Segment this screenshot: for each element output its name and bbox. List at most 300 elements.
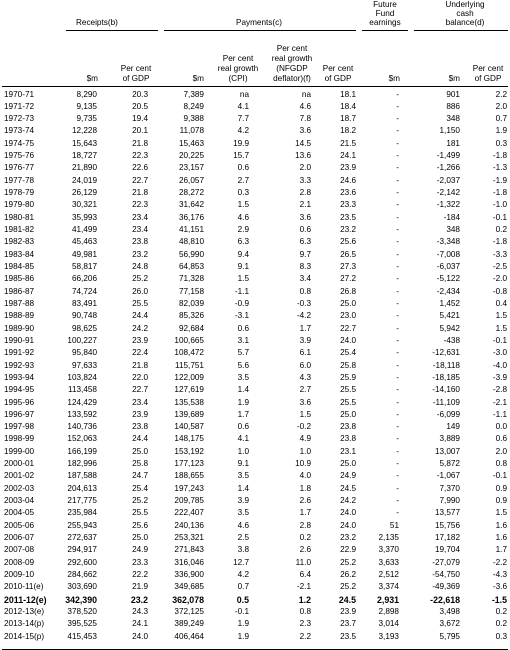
- cell-year: 1984-85: [4, 261, 35, 271]
- cell-balance-pct: -0.8: [492, 286, 507, 296]
- cell-receipts-pct: 25.0: [132, 533, 148, 543]
- cell-receipts-pct: 23.4: [132, 225, 148, 235]
- cell-payments-pct: 18.4: [340, 101, 356, 111]
- future-fund-header-1: Future: [373, 0, 397, 9]
- cell-payments-sm: 7,389: [183, 89, 204, 99]
- cell-future-fund-sm: -: [396, 101, 399, 111]
- cell-future-fund-sm: -: [396, 409, 399, 419]
- cell-balance-pct: -1.1: [492, 409, 507, 419]
- cell-payments-sm: 56,990: [178, 249, 204, 259]
- col-nfgdp-1: Per cent: [276, 44, 308, 53]
- cell-year: 2001-02: [4, 471, 35, 481]
- cell-receipts-pct: 24.4: [132, 434, 148, 444]
- cell-future-fund-sm: 3,193: [378, 631, 399, 641]
- cell-future-fund-sm: -: [396, 372, 399, 382]
- cell-balance-sm: 3,672: [439, 619, 460, 629]
- cell-payments-sm: 240,136: [174, 520, 204, 530]
- cell-real-growth-nfgdp: 4.3: [299, 372, 311, 382]
- cell-year: 1998-99: [4, 434, 35, 444]
- cell-balance-pct: 1.6: [495, 533, 507, 543]
- cell-receipts-sm: 415,453: [67, 631, 97, 641]
- cell-balance-sm: 19,704: [434, 545, 460, 555]
- cell-receipts-sm: 204,613: [67, 483, 97, 493]
- col-nfgdp-3: (NFGDP: [276, 64, 308, 73]
- cell-receipts-pct: 24.9: [132, 545, 148, 555]
- cell-year: 2004-05: [4, 508, 35, 518]
- cell-real-growth-cpi: 3.5: [237, 372, 249, 382]
- cell-receipts-sm: 284,662: [67, 569, 97, 579]
- cell-balance-pct: 2.0: [495, 101, 507, 111]
- cell-receipts-sm: 30,321: [71, 200, 97, 210]
- col-nfgdp-2: real growth: [271, 54, 313, 63]
- cell-payments-sm: 8,249: [183, 101, 204, 111]
- cell-payments-pct: 23.5: [340, 631, 356, 641]
- header-rule: [2, 86, 508, 87]
- cell-balance-pct: -2.0: [492, 274, 507, 284]
- cell-balance-pct: 1.9: [495, 126, 507, 136]
- cell-receipts-sm: 58,817: [71, 261, 97, 271]
- cell-future-fund-sm: -: [396, 274, 399, 284]
- cell-receipts-pct: 25.0: [132, 446, 148, 456]
- cell-payments-pct: 27.2: [340, 274, 356, 284]
- cell-receipts-sm: 378,520: [67, 606, 97, 616]
- cell-balance-pct: -3.0: [492, 348, 507, 358]
- cell-payments-sm: 115,751: [175, 360, 204, 370]
- payments-header: Payments(c): [236, 18, 282, 27]
- cell-future-fund-sm: -: [396, 446, 399, 456]
- cell-year: 1973-74: [4, 126, 35, 136]
- underlying-header-2: cash: [456, 9, 474, 18]
- cell-future-fund-sm: -: [396, 151, 399, 161]
- cell-future-fund-sm: 2,931: [376, 594, 399, 605]
- cell-year: 1986-87: [4, 286, 35, 296]
- cell-balance-pct: -1.0: [492, 200, 507, 210]
- cell-receipts-sm: 9,735: [76, 114, 97, 124]
- cell-year: 2010-11(e): [4, 582, 44, 592]
- cell-real-growth-cpi: 7.7: [237, 114, 249, 124]
- cell-payments-sm: 197,243: [174, 483, 204, 493]
- cell-real-growth-nfgdp: 9.7: [299, 249, 311, 259]
- cell-receipts-sm: 103,824: [67, 372, 97, 382]
- cell-payments-sm: 77,158: [178, 286, 204, 296]
- cell-real-growth-cpi: 6.3: [237, 237, 249, 247]
- cell-receipts-pct: 22.7: [132, 385, 148, 395]
- cell-real-growth-nfgdp: 6.0: [299, 360, 311, 370]
- cell-real-growth-cpi: 2.9: [237, 225, 249, 235]
- cell-receipts-pct: 23.9: [132, 335, 148, 345]
- cell-year: 1972-73: [4, 114, 35, 124]
- cell-payments-pct: 25.0: [340, 459, 356, 469]
- cell-future-fund-sm: -: [396, 126, 399, 136]
- cell-year: 1974-75: [4, 138, 35, 148]
- cell-real-growth-nfgdp: -0.3: [296, 298, 311, 308]
- cell-balance-pct: 0.2: [495, 606, 507, 616]
- future-fund-header-3: earnings: [369, 18, 401, 27]
- cell-balance-pct: 0.9: [495, 496, 507, 506]
- cell-payments-sm: 222,407: [174, 508, 204, 518]
- cell-future-fund-sm: -: [396, 286, 399, 296]
- cell-receipts-sm: 152,063: [67, 434, 97, 444]
- cell-real-growth-nfgdp: 1.7: [299, 323, 311, 333]
- cell-real-growth-cpi: -1.1: [234, 286, 249, 296]
- cell-balance-sm: -5,122: [436, 274, 460, 284]
- cell-year: 1981-82: [4, 225, 35, 235]
- cell-balance-pct: 0.4: [495, 298, 507, 308]
- cell-receipts-sm: 74,724: [71, 286, 97, 296]
- cell-balance-sm: 7,990: [439, 496, 460, 506]
- cell-balance-sm: 13,007: [434, 446, 460, 456]
- cell-receipts-pct: 21.8: [132, 138, 148, 148]
- cell-future-fund-sm: -: [396, 323, 399, 333]
- cell-payments-pct: 26.8: [340, 286, 356, 296]
- cell-balance-sm: -1,067: [436, 471, 460, 481]
- cell-balance-sm: -1,266: [436, 163, 460, 173]
- cell-balance-pct: 1.5: [495, 311, 507, 321]
- cell-payments-pct: 24.0: [340, 508, 356, 518]
- cell-payments-pct: 25.0: [340, 409, 356, 419]
- cell-receipts-sm: 187,588: [67, 471, 97, 481]
- cell-payments-pct: 25.5: [340, 385, 356, 395]
- cell-real-growth-nfgdp: 1.7: [299, 508, 311, 518]
- cell-future-fund-sm: -: [396, 175, 399, 185]
- cell-future-fund-sm: 2,898: [378, 606, 399, 616]
- cell-real-growth-cpi: 0.3: [237, 188, 249, 198]
- cell-balance-sm: 5,942: [439, 323, 460, 333]
- cell-year: 1992-93: [4, 360, 35, 370]
- cell-real-growth-cpi: 3.1: [237, 335, 249, 345]
- cell-future-fund-sm: -: [396, 434, 399, 444]
- cell-real-growth-nfgdp: 10.9: [295, 459, 311, 469]
- cell-payments-pct: 23.9: [340, 606, 356, 616]
- cell-balance-sm: -6,037: [436, 261, 460, 271]
- cell-receipts-pct: 22.7: [132, 175, 148, 185]
- cell-year: 1976-77: [4, 163, 35, 173]
- cell-real-growth-nfgdp: 1.0: [299, 446, 311, 456]
- cell-balance-pct: -1.9: [492, 175, 507, 185]
- cell-payments-sm: 372,125: [174, 606, 204, 616]
- cell-real-growth-cpi: 5.7: [237, 348, 249, 358]
- underlying-header-1: Underlying: [445, 0, 485, 9]
- cell-balance-pct: -2.5: [492, 261, 507, 271]
- cell-future-fund-sm: -: [396, 212, 399, 222]
- cell-balance-pct: 0.2: [495, 619, 507, 629]
- cell-future-fund-sm: -: [396, 471, 399, 481]
- cell-payments-sm: 26,057: [178, 175, 204, 185]
- cell-receipts-sm: 49,981: [71, 249, 97, 259]
- cell-real-growth-cpi: 9.4: [237, 249, 249, 259]
- cell-receipts-pct: 24.2: [132, 323, 148, 333]
- cell-payments-pct: 23.9: [340, 163, 356, 173]
- cell-balance-sm: -3,348: [436, 237, 460, 247]
- cell-year: 2011-12(e): [4, 594, 47, 605]
- cell-year: 1995-96: [4, 397, 35, 407]
- cell-balance-pct: -1.5: [491, 594, 507, 605]
- payments-underline: [164, 30, 356, 31]
- cell-payments-pct: 25.0: [340, 298, 356, 308]
- cell-balance-sm: -14,160: [432, 385, 460, 395]
- cell-year: 1971-72: [4, 101, 35, 111]
- cell-real-growth-cpi: 3.5: [237, 471, 249, 481]
- cell-receipts-sm: 140,736: [67, 422, 97, 432]
- col-nfgdp-4: deflator)(f): [273, 74, 311, 83]
- cell-year: 2013-14(p): [4, 619, 45, 629]
- cell-receipts-sm: 100,227: [67, 335, 97, 345]
- cell-balance-sm: -27,079: [432, 557, 460, 567]
- cell-payments-sm: 48,810: [178, 237, 204, 247]
- cell-payments-pct: 25.2: [340, 582, 356, 592]
- cell-future-fund-sm: -: [396, 397, 399, 407]
- cell-balance-pct: -1.3: [492, 163, 507, 173]
- cell-receipts-pct: 23.4: [132, 397, 148, 407]
- cell-payments-pct: 23.8: [340, 434, 356, 444]
- cell-payments-pct: 18.7: [340, 114, 356, 124]
- cell-real-growth-cpi: 3.9: [237, 496, 249, 506]
- cell-real-growth-cpi: 1.7: [237, 409, 249, 419]
- cell-payments-pct: 25.5: [340, 397, 356, 407]
- cell-payments-sm: 36,176: [178, 212, 204, 222]
- cell-balance-pct: -3.9: [492, 372, 507, 382]
- cell-real-growth-cpi: 0.7: [237, 582, 249, 592]
- cell-receipts-pct: 25.2: [132, 496, 148, 506]
- cell-year: 2003-04: [4, 496, 35, 506]
- cell-payments-pct: 25.4: [340, 348, 356, 358]
- cell-year: 1977-78: [4, 175, 35, 185]
- cell-year: 1985-86: [4, 274, 35, 284]
- cell-payments-pct: 23.1: [340, 446, 356, 456]
- cell-receipts-pct: 20.1: [132, 126, 148, 136]
- cell-real-growth-cpi: 2.5: [237, 533, 249, 543]
- cell-receipts-sm: 9,135: [76, 101, 97, 111]
- cell-real-growth-nfgdp: 4.6: [299, 101, 311, 111]
- cell-balance-sm: -22,618: [430, 594, 460, 605]
- cell-payments-sm: 41,151: [178, 225, 204, 235]
- cell-real-growth-nfgdp: 6.3: [299, 237, 311, 247]
- cell-future-fund-sm: -: [396, 335, 399, 345]
- cell-balance-pct: 0.9: [495, 483, 507, 493]
- col-receipts-pct-2: of GDP: [122, 74, 150, 83]
- cell-receipts-sm: 124,429: [67, 397, 97, 407]
- cell-balance-sm: 5,872: [439, 459, 460, 469]
- cell-balance-sm: 7,370: [439, 483, 460, 493]
- cell-real-growth-cpi: 0.6: [237, 422, 249, 432]
- cell-receipts-pct: 24.3: [132, 606, 148, 616]
- cell-payments-sm: 23,157: [178, 163, 204, 173]
- cell-receipts-sm: 294,917: [67, 545, 97, 555]
- cell-receipts-pct: 19.4: [132, 114, 148, 124]
- cell-payments-sm: 92,684: [178, 323, 204, 333]
- cell-payments-pct: 24.0: [340, 335, 356, 345]
- cell-receipts-sm: 395,525: [67, 619, 97, 629]
- cell-real-growth-nfgdp: 2.7: [299, 385, 311, 395]
- cell-balance-pct: -4.3: [492, 569, 507, 579]
- col-payments-pct-2: of GDP: [324, 74, 352, 83]
- cell-balance-pct: -0.1: [492, 471, 507, 481]
- cell-real-growth-nfgdp: 14.5: [295, 138, 311, 148]
- cell-future-fund-sm: -: [396, 225, 399, 235]
- cell-real-growth-nfgdp: 0.2: [299, 533, 311, 543]
- cell-payments-sm: 82,039: [178, 298, 204, 308]
- cell-payments-sm: 139,689: [174, 409, 204, 419]
- cell-receipts-sm: 235,984: [67, 508, 97, 518]
- cell-receipts-sm: 113,458: [68, 385, 97, 395]
- cell-real-growth-nfgdp: 3.3: [299, 175, 311, 185]
- cell-balance-pct: 1.5: [495, 323, 507, 333]
- cell-real-growth-nfgdp: 2.0: [299, 163, 311, 173]
- cell-payments-sm: 177,123: [174, 459, 204, 469]
- cell-year: 1988-89: [4, 311, 35, 321]
- cell-balance-sm: 3,889: [439, 434, 460, 444]
- cell-future-fund-sm: -: [396, 188, 399, 198]
- cell-balance-pct: 1.6: [495, 520, 507, 530]
- future-fund-underline: [362, 30, 408, 31]
- cell-real-growth-nfgdp: -0.2: [296, 422, 311, 432]
- cell-balance-pct: 0.7: [495, 114, 507, 124]
- cell-balance-pct: 1.5: [495, 508, 507, 518]
- cell-balance-pct: 0.8: [495, 459, 507, 469]
- cell-balance-sm: 1,452: [439, 298, 460, 308]
- cell-payments-sm: 20,225: [178, 151, 204, 161]
- cell-balance-sm: -6,099: [436, 409, 460, 419]
- col-cpi-1: Per cent: [222, 54, 254, 63]
- cell-balance-sm: -184: [443, 212, 460, 222]
- cell-payments-sm: 64,853: [178, 261, 204, 271]
- cell-receipts-sm: 133,592: [67, 409, 97, 419]
- cell-receipts-pct: 21.8: [132, 188, 148, 198]
- cell-receipts-pct: 22.2: [132, 569, 148, 579]
- cell-year: 2006-07: [4, 533, 35, 543]
- cell-real-growth-cpi: 1.9: [237, 631, 249, 641]
- cell-receipts-pct: 23.3: [132, 557, 148, 567]
- cell-future-fund-sm: -: [396, 459, 399, 469]
- cell-real-growth-nfgdp: 2.2: [299, 631, 311, 641]
- cell-receipts-pct: 22.0: [132, 372, 148, 382]
- cell-real-growth-nfgdp: 3.6: [299, 212, 311, 222]
- cell-future-fund-sm: 3,370: [378, 545, 399, 555]
- cell-balance-pct: 2.0: [495, 446, 507, 456]
- cell-receipts-pct: 25.8: [132, 459, 148, 469]
- cell-receipts-sm: 292,600: [67, 557, 97, 567]
- cell-payments-pct: 24.2: [340, 496, 356, 506]
- cell-balance-pct: 0.3: [495, 631, 507, 641]
- cell-balance-sm: 181: [446, 138, 460, 148]
- cell-future-fund-sm: -: [396, 114, 399, 124]
- cell-future-fund-sm: -: [396, 89, 399, 99]
- cell-payments-pct: 24.5: [340, 483, 356, 493]
- cell-receipts-pct: 21.8: [132, 360, 148, 370]
- cell-real-growth-nfgdp: 1.5: [299, 409, 311, 419]
- cell-real-growth-cpi: 3.8: [237, 545, 249, 555]
- cell-future-fund-sm: 2,135: [378, 533, 399, 543]
- cell-payments-sm: 349,685: [174, 582, 204, 592]
- cell-receipts-pct: 24.7: [132, 471, 148, 481]
- cell-balance-pct: -0.1: [492, 212, 507, 222]
- cell-receipts-pct: 22.4: [132, 348, 148, 358]
- cell-future-fund-sm: -: [396, 200, 399, 210]
- cell-real-growth-nfgdp: 11.0: [295, 557, 311, 567]
- cell-real-growth-nfgdp: 4.0: [299, 471, 311, 481]
- cell-payments-sm: 188,655: [174, 471, 204, 481]
- cell-balance-pct: 0.6: [495, 434, 507, 444]
- cell-balance-pct: 0.0: [495, 422, 507, 432]
- cell-year: 1997-98: [4, 422, 35, 432]
- cell-payments-pct: 24.0: [340, 520, 356, 530]
- cell-payments-sm: 362,078: [172, 594, 204, 605]
- cell-balance-sm: -438: [443, 335, 460, 345]
- cell-real-growth-cpi: 4.1: [237, 434, 249, 444]
- cell-payments-pct: 24.5: [338, 594, 356, 605]
- cell-year: 1975-76: [4, 151, 35, 161]
- cell-real-growth-cpi: 15.7: [233, 151, 249, 161]
- cell-receipts-pct: 26.0: [132, 286, 148, 296]
- cell-year: 1994-95: [4, 385, 35, 395]
- cell-balance-sm: 5,795: [439, 631, 460, 641]
- cell-balance-sm: 901: [446, 89, 460, 99]
- cell-real-growth-cpi: 1.4: [237, 385, 249, 395]
- cell-future-fund-sm: -: [396, 360, 399, 370]
- cell-year: 1987-88: [4, 298, 35, 308]
- receipts-header: Receipts(b): [76, 18, 118, 27]
- cell-year: 1990-91: [4, 335, 35, 345]
- cell-real-growth-cpi: 4.6: [237, 520, 249, 530]
- cell-receipts-sm: 66,206: [71, 274, 97, 284]
- cell-payments-sm: 28,272: [178, 188, 204, 198]
- cell-year: 1982-83: [4, 237, 35, 247]
- cell-year: 1980-81: [4, 212, 35, 222]
- cell-real-growth-cpi: 1.0: [237, 446, 249, 456]
- cell-balance-pct: -3.6: [492, 582, 507, 592]
- cell-year: 1993-94: [4, 372, 35, 382]
- cell-real-growth-nfgdp: 2.6: [299, 496, 311, 506]
- col-payments-pct-1: Per cent: [322, 64, 354, 73]
- cell-receipts-pct: 22.6: [132, 163, 148, 173]
- cell-balance-sm: -18,185: [432, 372, 460, 382]
- cell-payments-pct: 22.9: [340, 545, 356, 555]
- cell-balance-pct: -4.0: [492, 360, 507, 370]
- cell-real-growth-cpi: 4.2: [237, 569, 249, 579]
- cell-payments-pct: 23.7: [340, 619, 356, 629]
- cell-payments-pct: 24.9: [340, 471, 356, 481]
- cell-real-growth-cpi: 4.6: [237, 212, 249, 222]
- cell-real-growth-nfgdp: na: [301, 89, 311, 99]
- cell-real-growth-cpi: 1.5: [237, 200, 249, 210]
- cell-payments-sm: 71,328: [178, 274, 204, 284]
- cell-real-growth-nfgdp: 3.6: [299, 126, 311, 136]
- cell-balance-pct: 0.3: [495, 138, 507, 148]
- cell-balance-pct: -0.1: [492, 335, 507, 345]
- receipts-underline: [66, 30, 158, 31]
- cell-payments-sm: 209,785: [174, 496, 204, 506]
- cell-payments-sm: 253,321: [174, 533, 204, 543]
- cell-real-growth-cpi: 1.4: [237, 483, 249, 493]
- cell-payments-pct: 23.3: [340, 200, 356, 210]
- cell-real-growth-cpi: 3.5: [237, 508, 249, 518]
- future-fund-header-2: Fund: [375, 9, 395, 18]
- cell-real-growth-nfgdp: 6.4: [299, 569, 311, 579]
- cell-payments-pct: 22.7: [340, 323, 356, 333]
- cell-payments-sm: 85,326: [178, 311, 204, 321]
- cell-receipts-sm: 255,943: [67, 520, 97, 530]
- cell-payments-sm: 9,388: [183, 114, 204, 124]
- cell-balance-sm: 17,182: [434, 533, 460, 543]
- cell-future-fund-sm: 51: [389, 520, 399, 530]
- cell-real-growth-cpi: 9.1: [237, 459, 249, 469]
- cell-receipts-sm: 26,129: [71, 188, 97, 198]
- cell-receipts-pct: 24.4: [132, 311, 148, 321]
- cell-payments-sm: 336,900: [174, 569, 204, 579]
- cell-payments-pct: 23.0: [340, 311, 356, 321]
- cell-receipts-sm: 35,993: [71, 212, 97, 222]
- col-future-fund-sm: $m: [388, 74, 400, 83]
